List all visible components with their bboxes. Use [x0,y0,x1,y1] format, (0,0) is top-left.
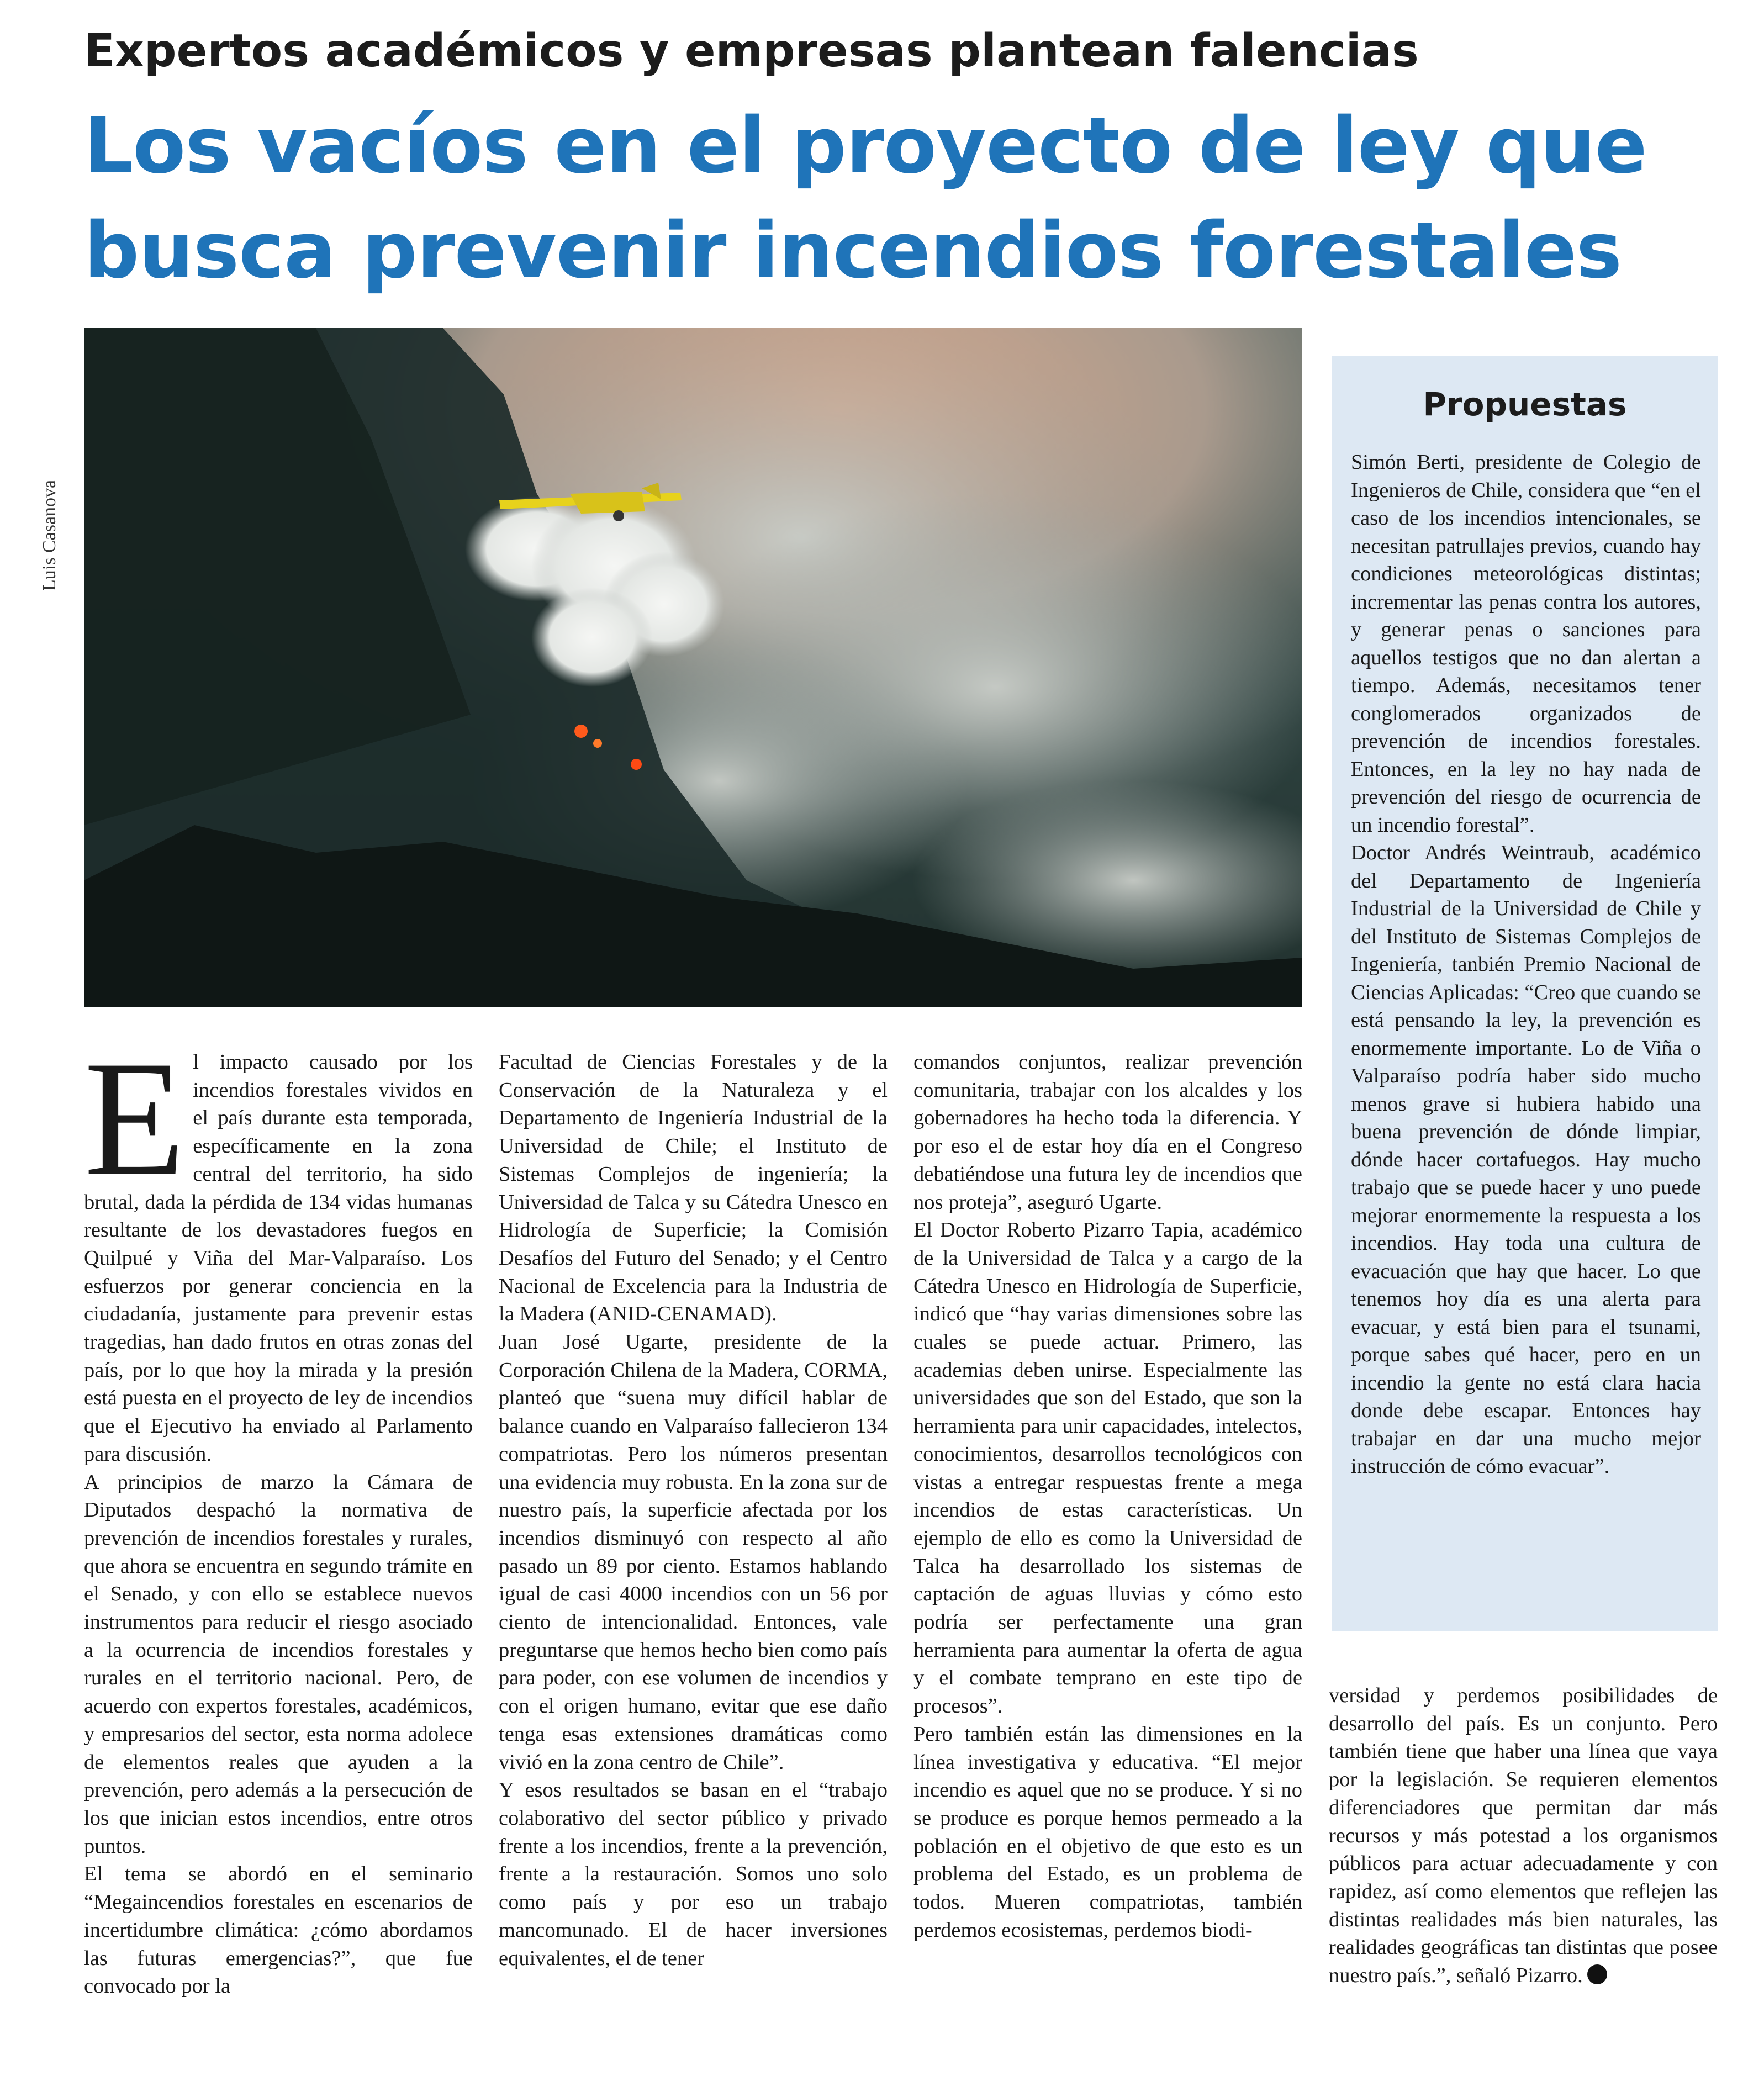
kicker: Expertos académicos y empresas plantean falencias [84,25,1419,77]
article-column-2 [499,1048,888,1972]
article-paragraph: A principios de marzo la Cámara de Diputados despachó la normativa de prevención de incendios forestales y rurales, que ahora se encuentra en segundo trámite en el Senado, y con ello se establece nuevos instrumentos para reducir el riesgo asociado a la ocurrencia de incendios forestales y rurales en el territorio nacional. Pero, de acuerdo con expertos forestales, académicos, y empresarios del sector, esta norma adolece de elementos reales que ayuden a la prevención, pero además a la persecución de los que inician estos incendios, entre otros puntos. [84,1470,473,1858]
article-column-3 [913,1048,1302,1945]
end-mark-icon [1587,1964,1607,1984]
photo-credit: Luis Casanova [39,479,60,591]
article-paragraph: comandos conjuntos, realizar prevención comunitaria, trabajar con los alcaldes y los gobernadores ha hecho toda la diferencia. Y por eso el de estar hoy día en el Congreso debatiéndose una futura ley de incendios que nos proteja”, aseguró Ugarte. [913,1050,1302,1214]
article-paragraph: Pero también están las dimensiones en la línea investigativa y educativa. “El mejor incendio es aquel que no se produce. Y si no se produce es porque hemos permeado a la población en el objetivo de que esto es un problema del Estado, es un problema de todos. Mueren compatriotas, también perdemos ecosistemas, perdemos biodi- [913,1722,1302,1942]
article-closing-text: versidad y perdemos posibilidades de desarrollo del país. Es un conjunto. Pero también tiene que haber una línea que vaya por la legislación. Se requieren elementos diferenciadores que permitan dar más recursos y más potestad a los organismos públicos para actuar adecuadamente y con rapidez, así como elementos que reflejen las distintas realidades más bien naturales, las realidades geográficas tan distintas que posee nuestro país.”, señaló Pizarro. [1329,1684,1718,1988]
article-paragraph: Facultad de Ciencias Forestales y de la Conservación de la Naturaleza y el Departamento de Ingeniería Industrial de la Universidad de Chile; el Instituto de Sistemas Complejos de ingeniería; la Universidad de Talca y su Cátedra Unesco en Hidrología de Superficie; la Comisión Desafíos del Futuro del Senado; y el Centro Nacional de Excelencia para la Industria de la Madera (ANID-CENAMAD). [499,1050,888,1326]
sidebar-body [1351,448,1701,1481]
photo-firefighting-plane [84,328,1302,1007]
headline: Los vacíos en el proyecto de ley que busca prevenir incendios forestales [84,101,1647,296]
sidebar-title: Propuestas [1423,385,1627,423]
article-lead-text: l impacto causado por los incendios forestales vividos en el país durante esta temporada, específicamente en la zona central del territorio, ha sido brutal, dada la pérdida de 134 vidas humanas resultante de los devastadores fuegos en Quilpué y Viña del Mar-Valparaíso. Los esfuerzos por generar conciencia en la ciudadanía, justamente para prevenir estas tragedias, han dado frutos en otras zonas del país, por lo que hoy la mirada y la presión está puesta en el proyecto de ley de incendios que el Ejecutivo ha enviado al Parlamento para discusión. [84,1050,473,1466]
sidebar-proposals [1332,356,1718,1631]
photo-illustration [84,328,1302,1007]
article-paragraph: Juan José Ugarte, presidente de la Corporación Chilena de la Madera, CORMA, planteó que “suena muy difícil hablar de balance cuando en Valparaíso fallecieron 134 compatriotas. Pero los números presentan una evidencia muy robusta. En la zona sur de nuestro país, la superficie afectada por los incendios disminuyó con respecto al año pasado un 89 por ciento. Estamos hablando igual de casi 4000 incendios con un 56 por ciento de intencionalidad. Entonces, vale preguntarse que hemos hecho bien como país para poder, con ese volumen de incendios y con el origen humano, evitar que ese daño tenga esas extensiones dramáticas como vivió en la zona centro de Chile”. [499,1330,888,1774]
article-paragraph [1329,1682,1718,1990]
article-paragraph [84,1027,473,1468]
article-paragraph: El Doctor Roberto Pizarro Tapia, académico de la Universidad de Talca y a cargo de la Cátedra Unesco en Hidrología de Superficie, indicó que “hay varias dimensiones sobre las cuales se puede actuar. Primero, las academias deben unirse. Especialmente las universidades que son del Estado, que son la herramienta para unir capacidades, intelectos, conocimientos, desarrollos tecnológicos con vistas a entregar respuestas frente a mega incendios de estas características. Un ejemplo de ello es como la Universidad de Talca ha desarrollado los sistemas de captación de aguas lluvias y cómo esto podría ser perfectamente una gran herramienta para aumentar la oferta de agua y el combate temprano en este tipo de procesos”. [913,1218,1302,1718]
article-paragraph: Y esos resultados se basan en el “trabajo colaborativo del sector público y privado frente a los incendios, frente a la prevención, frente a la restauración. Somos uno solo como país y por eso un trabajo mancomunado. El de hacer inversiones equivalentes, el de tener [499,1778,888,1970]
article-column-1 [84,1027,473,2000]
article-column-4 [1329,1682,1718,1990]
drop-cap: E [84,1027,186,1210]
sidebar-paragraph: Doctor Andrés Weintraub, académico del Departamento de Ingeniería Industrial de la Universidad de Chile y del Instituto de Sistemas Complejos de Ingeniería, tanbién Premio Nacional de Ciencias Aplicadas: “Creo que cuando se está pensando la ley, la prevención es enormemente importante. Lo de Viña o Valparaíso podría haber sido mucho menos grave si hubiera habido una buena prevención de dónde limpiar, dónde hacer cortafuegos. Hay mucho trabajo que se puede hacer y uno puede mejorar enormemente la respuesta a los incendios. Hay toda una cultura de evacuación que hay que hacer. Lo que tenemos hoy día es una alerta para evacuar, y está bien para el tsunami, porque sabes qué hacer, pero en un incendio la gente no está clara hacia donde debe escapar. Entonces hay trabajar en dar una mucho mejor instrucción de cómo evacuar”. [1351,841,1701,1478]
sidebar-paragraph: Simón Berti, presidente de Colegio de Ingenieros de Chile, considera que “en el caso de los incendios intencionales, se necesitan patrullajes previos, cuando hay condiciones meteorológicas distintas; incrementar las penas contra los autores, y generar penas o sanciones para aquellos testigos que no dan alertan a tiempo. Además, necesitamos tener conglomerados organizados de prevención de incendios forestales. Entonces, en la ley no hay nada de prevención del riesgo de ocurrencia de un incendio forestal”. [1351,451,1701,837]
article-paragraph: El tema se abordó en el seminario “Megaincendios forestales en escenarios de incertidumbre climática: ¿cómo abordamos las futuras emergencias?”, que fue convocado por la [84,1862,473,1998]
